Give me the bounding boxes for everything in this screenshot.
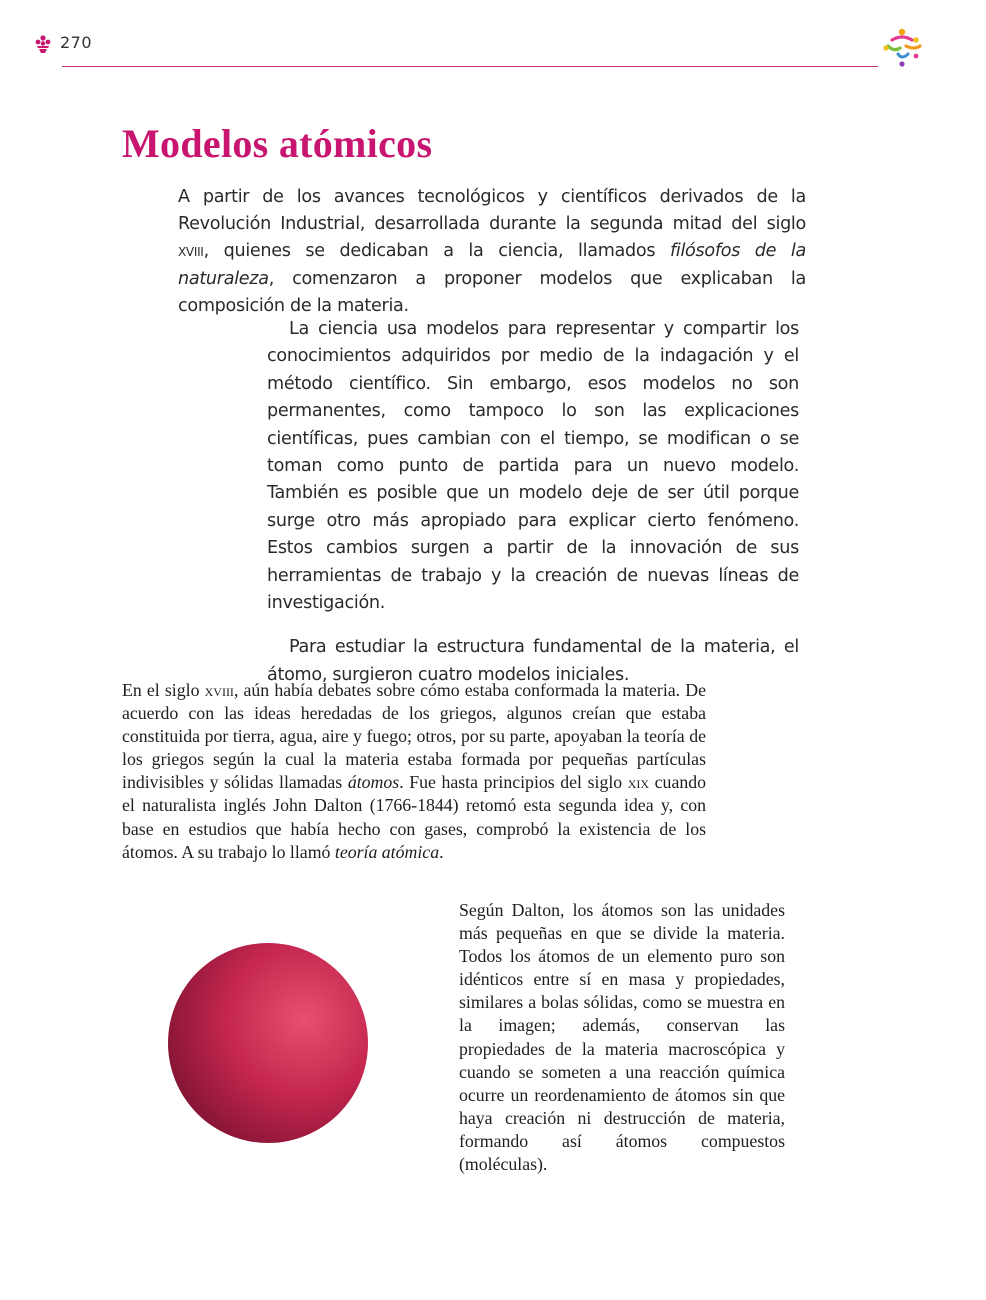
dalton-solid-sphere — [167, 942, 369, 1144]
colorful-figures-logo — [880, 26, 926, 68]
dalton-paragraph: Según Dalton, los átomos son las unidades más pequeñas en que se divide la materia. Todos los átomos de un elemento puro son idénticos entre sí en masa y propiedades, similares a bolas sólidas, como se muestra en la imagen; además, conservan las propiedades de la materia macroscópica y cuando se someten a una reacción química ocurre un reordenamiento de átomos sin que haya creación ni destrucción de materia, formando así átomos compuestos (moléculas). — [459, 900, 785, 1175]
page-title: Modelos atómicos — [122, 121, 433, 166]
models-explanation — [267, 316, 799, 689]
models-paragraph: La ciencia usa modelos para representar y compartir los conocimientos adquiridos por medio de la indagación y el método científico. Sin embargo, esos modelos no son permanentes, como tampoco lo son las explicaciones científicas, pues cambian con el tiempo, se modifican o se toman como punto de partida para un nuevo modelo. También es posible que un modelo deje de ser útil porque surge otro más apropiado para explicar cierto fenómeno. Estos cambios surgen a partir de la innovación de sus herramientas de trabajo y la creación de nuevas líneas de investigación. — [267, 319, 799, 614]
ornament-icon — [33, 34, 53, 54]
page-number: 270 — [60, 33, 93, 52]
header-rule — [62, 66, 878, 67]
structure-paragraph: Para estudiar la estructura fundamental de la materia, el átomo, surgieron cuatro modelos iniciales. — [267, 637, 799, 685]
history-paragraph: En el siglo xviii, aún había debates sobre cómo estaba conformada la materia. De acuerdo con las ideas heredadas de los griegos, algunos creían que estaba constituida por tierra, agua, aire y fuego; otros, por su parte, apoyaban la teoría de los griegos según la cual la materia estaba formada por pequeñas partículas indivisibles y sólidas llamadas átomos. Fue hasta principios del siglo xix cuando el naturalista inglés John Dalton (1766-1844) retomó esta segunda idea y, con base en estudios que había hecho con gases, comprobó la existencia de los átomos. A su trabajo lo llamó teoría atómica. — [122, 680, 707, 862]
intro-paragraph: A partir de los avances tecnológicos y científicos derivados de la Revolución Industrial, desarrollada durante la segunda mitad del siglo xviii, quienes se dedicaban a la ciencia, llamados filósofos de la naturaleza, comenzaron a proponer modelos que explicaban la composición de la materia. — [178, 187, 807, 316]
